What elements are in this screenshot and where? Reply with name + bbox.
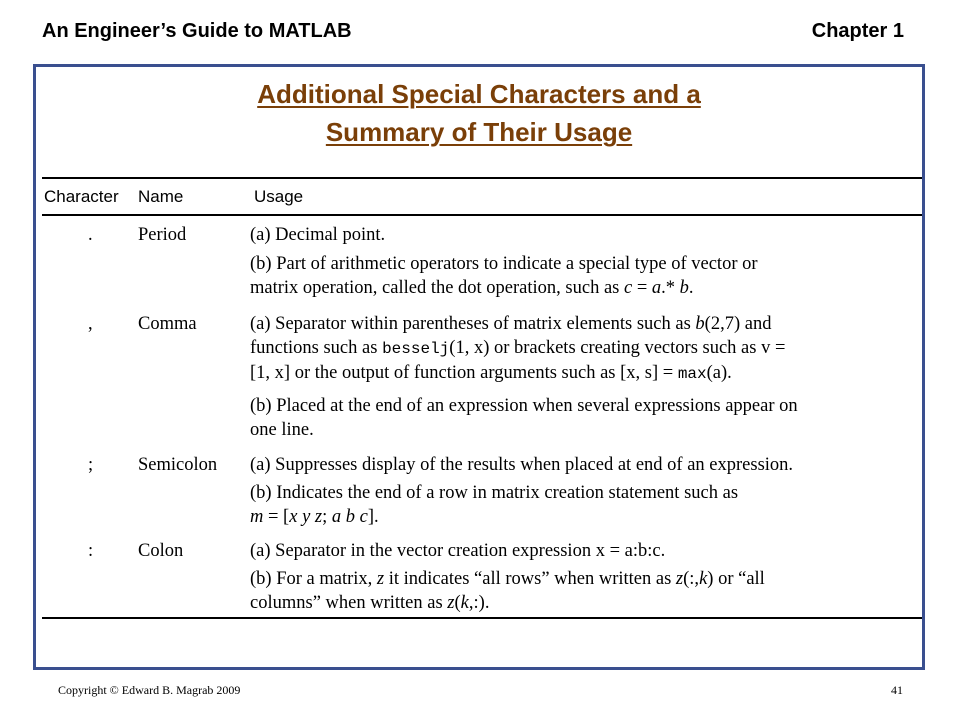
slide-title-line2: Summary of Their Usage [325,117,633,147]
row-period-name: Period [138,225,187,245]
book-title: An Engineer’s Guide to MATLAB [42,20,352,42]
column-header-character: Character [44,187,119,206]
page-number: 41 [891,683,903,697]
chapter-label: Chapter 1 [811,20,904,42]
row-comma-character: , [88,314,93,334]
row-semicolon-name: Semicolon [138,455,218,475]
column-header-name: Name [138,187,184,206]
row-colon-usage-b: (b) For a matrix, z it indicates “all rows” when written as z(:,k) or “all columns” when written as z(k,:). [250,569,765,613]
slide-title [36,75,922,151]
row-semicolon-usage-a: (a) Suppresses display of the results when placed at end of an expression. [250,455,794,475]
row-comma-usage-b: (b) Placed at the end of an expression when several expressions appear on one line. [250,396,798,440]
copyright-notice: Copyright © Edward B. Magrab 2009 [58,683,241,697]
row-colon-character: : [88,541,94,561]
row-period-character: . [88,225,93,245]
row-semicolon-usage-b: (b) Indicates the end of a row in matrix creation statement such as m = [x y z; a b c]. [250,483,739,527]
row-comma-name: Comma [138,314,197,334]
row-semicolon-character: ; [88,455,94,475]
table-header-rule [42,214,922,216]
table-bottom-rule [42,617,922,619]
slide-frame [33,64,925,670]
row-period-usage-b: (b) Part of arithmetic operators to indicate a special type of vector or matrix operation, called the dot operation, such as c = a.* b. [250,254,758,298]
column-header-usage: Usage [254,187,304,206]
row-comma-usage-a: (a) Separator within parentheses of matrix elements such as b(2,7) and functions such as besselj(1, x) or brackets creating vectors such as v = [1, x] or the output of function arguments such as [x, s] = max(a). [250,314,786,383]
table-top-rule [42,177,922,179]
row-period-usage-a: (a) Decimal point. [250,225,386,245]
row-colon-usage-a: (a) Separator in the vector creation expression x = a:b:c. [250,541,666,561]
row-colon-name: Colon [138,541,184,561]
slide-title-line1: Additional Special Characters and a [257,79,701,109]
